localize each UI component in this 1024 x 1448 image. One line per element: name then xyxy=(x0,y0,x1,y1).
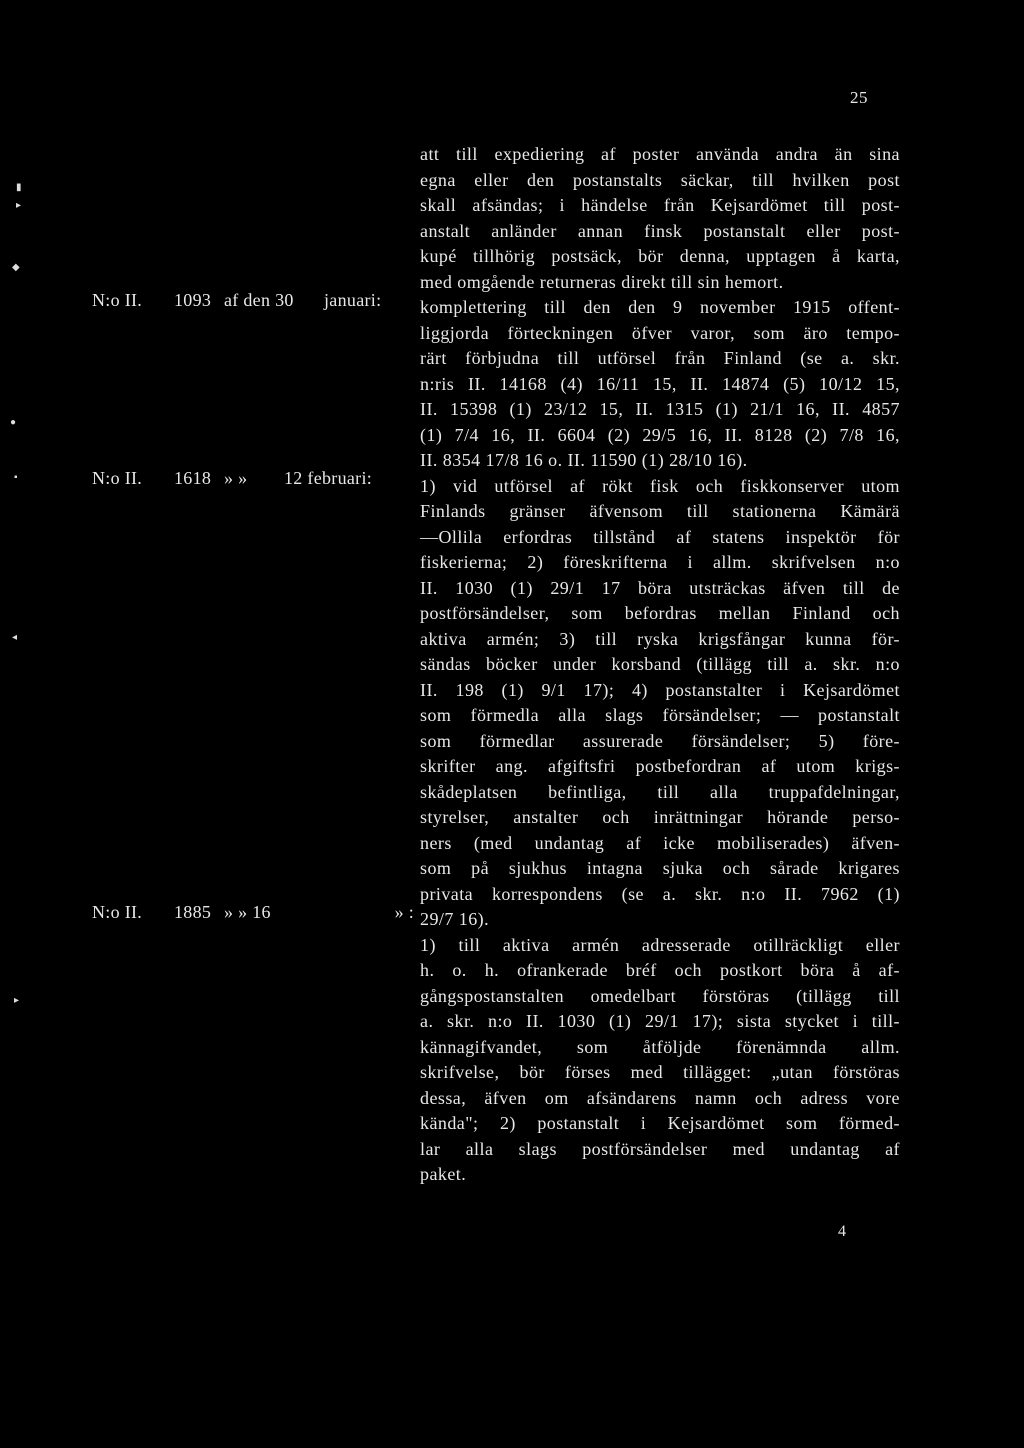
entry-1618 xyxy=(92,468,402,489)
text-line: kända"; 2) postanstalt i Kejsardömet som förmed- xyxy=(420,1113,900,1133)
scan-mark: ▸ xyxy=(14,995,20,1006)
text-line: gångspostanstalten omedelbart förstöras (tillägg till xyxy=(420,985,900,1006)
text-line: 1) vid utförsel af rökt fisk och fiskkonserver utom xyxy=(420,475,900,496)
text-line: som förmedlar assurerade försändelser; 5) före- xyxy=(420,730,900,751)
text-line: lar alla slags postförsändelser med undantag af xyxy=(420,1138,900,1159)
text-line: skrifvelse, bör förses med tillägget: „utan förstöras xyxy=(420,1062,900,1082)
text-line: paket. xyxy=(420,1164,467,1184)
entry-no: N:o II. xyxy=(92,468,143,488)
text-line: II. 198 (1) 9/1 17); 4) postanstalter i Kejsardömet xyxy=(420,679,900,700)
entry-sep: af den 30 xyxy=(224,290,294,310)
text-line: kupé tillhörig postsäck, bör denna, upptagen å karta, xyxy=(420,246,900,266)
text-line: II. 15398 (1) 23/12 15, II. 1315 (1) 21/1 16, II. 4857 xyxy=(420,399,900,419)
text-line: med omgående returneras direkt till sin hemort. xyxy=(420,271,784,292)
entry-number: 1885 xyxy=(174,902,212,922)
text-line: aktiva armén; 3) till ryska krigsfångar kunna för- xyxy=(420,628,900,649)
entry-number: 1093 xyxy=(174,290,212,310)
text-line: postförsändelser, som befordras mellan Finland och xyxy=(420,603,900,623)
text-line: som förmedla alla slags försändelser; — postanstalt xyxy=(420,705,900,725)
text-line: II. 1030 (1) 29/1 17 böra utsträckas äfven till de xyxy=(420,577,900,598)
text-line: h. o. h. ofrankerade bréf och postkort böra å af- xyxy=(420,960,900,980)
scan-mark: ● xyxy=(10,417,17,428)
text-line: skådeplatsen befintliga, till alla truppafdelningar, xyxy=(420,781,900,802)
entry-1885 xyxy=(92,902,414,923)
scan-mark: ▪ xyxy=(14,472,18,483)
entry-sep: » » xyxy=(224,468,248,488)
text-line: skrifter ang. afgiftsfri postbefordran af utom krigs- xyxy=(420,756,900,776)
text-line: kännagifvandet, som åtföljde förenämnda allm. xyxy=(420,1036,900,1057)
text-line: 29/7 16). xyxy=(420,909,490,929)
text-line: skall afsändas; i händelse från Kejsardömet till post- xyxy=(420,195,900,215)
text-line: 1) till aktiva armén adresserade otillräckligt eller xyxy=(420,934,900,955)
scan-mark: ◂ xyxy=(12,632,18,643)
scan-mark: ▸ xyxy=(16,200,22,211)
text-line: —Ollila erfordras tillstånd af statens inspektör för xyxy=(420,526,900,547)
text-line: sändas böcker under korsband (tillägg till a. skr. n:o xyxy=(420,654,900,674)
text-line: anstalt anländer annan finsk postanstalt eller post- xyxy=(420,220,900,241)
text-line: privata korrespondens (se a. skr. n:o II. 7962 (1) xyxy=(420,883,900,904)
text-line: rärt förbjudna till utförsel från Finland (se a. skr. xyxy=(420,348,900,368)
text-line: Finlands gränser äfvensom till stationerna Kämärä xyxy=(420,501,900,521)
text-line: som på sjukhus intagna sjuka och sårade krigares xyxy=(420,858,900,878)
sheet-mark: 4 xyxy=(838,1223,846,1240)
entry-number: 1618 xyxy=(174,468,212,488)
entry-1093 xyxy=(92,290,414,311)
text-line: styrelser, anstalter och inrättningar hörande perso- xyxy=(420,807,900,827)
entry-date: januari: xyxy=(324,290,382,310)
text-line: egna eller den postanstalts säckar, till hvilken post xyxy=(420,169,900,190)
text-line: att till expediering af poster använda andra än sina xyxy=(420,144,900,164)
text-line: n:ris II. 14168 (4) 16/11 15, II. 14874 (5) 10/12 15, xyxy=(420,373,900,394)
text-line: fiskerierna; 2) föreskrifterna i allm. skrifvelsen n:o xyxy=(420,552,900,572)
page-number: 25 xyxy=(850,88,868,107)
text-line: (1) 7/4 16, II. 6604 (2) 29/5 16, II. 8128 (2) 7/8 16, xyxy=(420,424,900,445)
body-text xyxy=(420,142,900,1188)
scan-mark: ◆ xyxy=(12,262,20,273)
entry-date: 12 februari: xyxy=(284,468,373,488)
entry-no: N:o II. xyxy=(92,290,143,310)
entry-sep: » » 16 xyxy=(224,902,271,922)
text-line: a. skr. n:o II. 1030 (1) 29/1 17); sista stycket i till- xyxy=(420,1011,900,1031)
text-line: dessa, äfven om afsändarens namn och adress vore xyxy=(420,1087,900,1108)
entry-date: » : xyxy=(394,902,414,922)
text-line: liggjorda förteckningen öfver varor, som äro tempo- xyxy=(420,322,900,343)
text-line: II. 8354 17/8 16 o. II. 11590 (1) 28/10 16). xyxy=(420,450,748,470)
entry-no: N:o II. xyxy=(92,902,143,922)
scan-mark: ▮ xyxy=(16,182,22,193)
text-line: ners (med undantag af icke mobiliserades) äfven- xyxy=(420,832,900,853)
text-line: komplettering till den den 9 november 1915 offent- xyxy=(420,297,900,317)
